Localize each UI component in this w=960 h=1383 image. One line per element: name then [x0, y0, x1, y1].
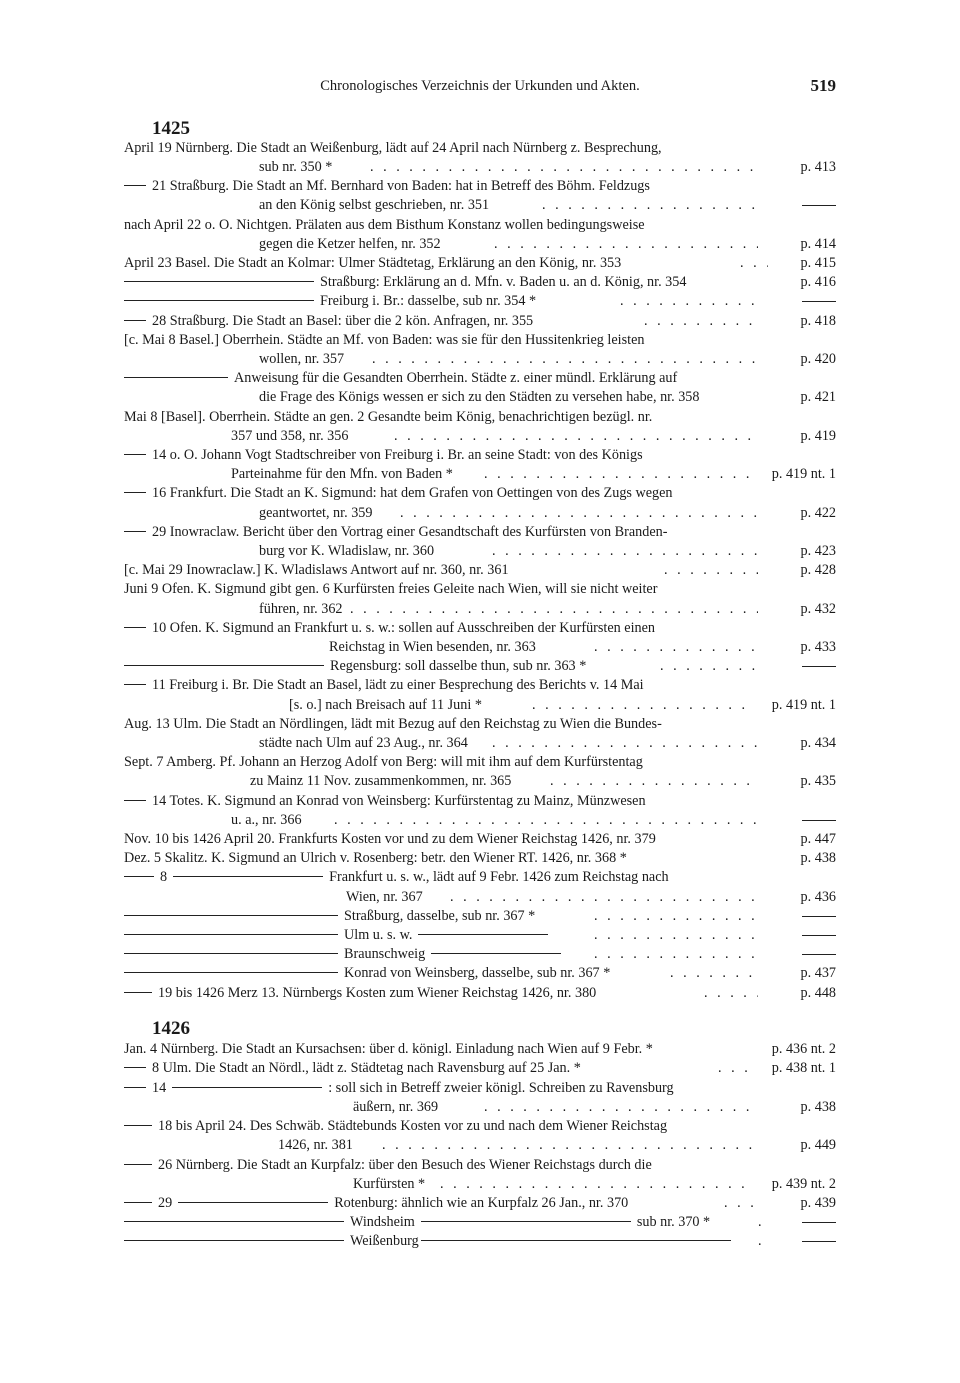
list-item: sub nr. 350 * . . . p. 413 [124, 158, 836, 177]
list-item: zu Mainz 11 Nov. zusammenkommen, nr. 365 . . . p. 435 [124, 772, 836, 791]
list-item: 1426, nr. 381 . . . p. 449 [124, 1136, 836, 1155]
list-item: Mai 8 [Basel]. Oberrhein. Städte an gen. 2 Gesandte beim König, benachrichtigen bezügl. nr. [124, 409, 653, 425]
list-item: [c. Mai 8 Basel.] Oberrhein. Städte an Mf. von Baden: was sie für den Hussitenkrieg leisten [124, 332, 645, 348]
list-item: Kurfürsten * . . . p. 439 nt. 2 [124, 1175, 836, 1194]
list-item: 29 Rotenburg: ähnlich wie an Kurpfalz 26 Jan., nr. 370 . . . p. 439 [124, 1194, 836, 1213]
year-heading: 1426 [152, 1018, 190, 1039]
list-item: Ulm u. s. w. . . . [124, 926, 836, 945]
list-item: Jan. 4 Nürnberg. Die Stadt an Kursachsen: über d. königl. Einladung nach Wien auf 9 Febr. * p. 436 nt. 2 [124, 1041, 836, 1057]
list-item: Straßburg, dasselbe, sub nr. 367 * . . . [124, 907, 836, 926]
list-item: Konrad von Weinsberg, dasselbe, sub nr. 367 * . . . p. 437 [124, 964, 836, 983]
list-item: 18 bis April 24. Des Schwäb. Städtebunds Kosten vor zu und nach dem Wiener Reichstag [124, 1117, 836, 1136]
list-item: burg vor K. Wladislaw, nr. 360 . . . p. 423 [124, 542, 836, 561]
list-item: nach April 22 o. O. Nichtgen. Prälaten aus dem Bisthum Konstanz wollen bedingungsweise [124, 217, 645, 233]
list-item: Freiburg i. Br.: dasselbe, sub nr. 354 * . . . [124, 292, 836, 311]
list-item: die Frage des Königs wessen er sich zu den Städten zu versehen habe, nr. 358 p. 421 [259, 389, 836, 405]
list-item: 26 Nürnberg. Die Stadt an Kurpfalz: über den Besuch des Wiener Reichstags durch die [124, 1156, 836, 1175]
list-item: Sept. 7 Amberg. Pf. Johann an Herzog Adolf von Berg: will mit ihm auf dem Kurfürstentag [124, 754, 643, 770]
list-item: 14 o. O. Johann Vogt Stadtschreiber von Freiburg i. Br. an seine Stadt: von des Königs [124, 446, 836, 465]
list-item: 8 Ulm. Die Stadt an Nördl., lädt z. Städtetag nach Ravensburg auf 25 Jan. * . . . p. 438 nt. 1 [124, 1059, 836, 1078]
page-header [124, 78, 836, 100]
list-item: 28 Straßburg. Die Stadt an Basel: über die 2 kön. Anfragen, nr. 355 . . . p. 418 [124, 312, 836, 331]
list-item: 14 Totes. K. Sigmund an Konrad von Weinsberg: Kurfürstentag zu Mainz, Münzwesen [124, 792, 836, 811]
list-item: führen, nr. 362 . . . p. 432 [124, 600, 836, 619]
page-number: 519 [810, 76, 836, 95]
list-item: Juni 9 Ofen. K. Sigmund gibt gen. 6 Kurfürsten freies Geleite nach Wien, will sie nicht weiter [124, 581, 658, 597]
list-item: [c. Mai 29 Inowraclaw.] K. Wladislaws Antwort auf nr. 360, nr. 361 . . . p. 428 [124, 561, 836, 580]
list-item: 8 Frankfurt u. s. w., lädt auf 9 Febr. 1426 zum Reichstag nach [124, 868, 836, 887]
list-item: 11 Freiburg i. Br. Die Stadt an Basel, lädt zu einer Besprechung des Berichts v. 14 Mai [124, 676, 836, 695]
list-item: Anweisung für die Gesandten Oberrhein. Städte z. einer mündl. Erklärung auf [124, 369, 836, 388]
list-item: 19 bis 1426 Merz 13. Nürnbergs Kosten zum Wiener Reichstag 1426, nr. 380 . . . p. 448 [124, 984, 836, 1003]
list-item: April 23 Basel. Die Stadt an Kolmar: Ulmer Städtetag, Erklärung an den König, nr. 353 . . . p. 415 [124, 254, 836, 273]
list-item: Nov. 10 bis 1426 April 20. Frankfurts Kosten vor und zu dem Wiener Reichstag 1426, nr. 379 p. 447 [124, 831, 836, 847]
list-item: 21 Straßburg. Die Stadt an Mf. Bernhard von Baden: hat in Betreff des Böhm. Feldzugs [124, 177, 836, 196]
year-heading: 1425 [152, 118, 190, 139]
list-item: Weißenburg . . . [124, 1232, 836, 1251]
list-item: geantwortet, nr. 359 . . . p. 422 [124, 504, 836, 523]
list-item: 16 Frankfurt. Die Stadt an K. Sigmund: hat dem Grafen von Oettingen von des Zugs wegen [124, 484, 836, 503]
list-item: April 19 Nürnberg. Die Stadt an Weißenburg, lädt auf 24 April nach Nürnberg z. Besprechung, [124, 140, 662, 156]
list-item: Parteinahme für den Mfn. von Baden * . . . p. 419 nt. 1 [124, 465, 836, 484]
list-item: Braunschweig . . . [124, 945, 836, 964]
list-item: Reichstag in Wien besenden, nr. 363 . . . p. 433 [124, 638, 836, 657]
list-item: [s. o.] nach Breisach auf 11 Juni * . . . p. 419 nt. 1 [124, 696, 836, 715]
list-item: äußern, nr. 369 . . . p. 438 [124, 1098, 836, 1117]
running-title: Chronologisches Verzeichnis der Urkunden und Akten. [320, 78, 640, 94]
list-item: 29 Inowraclaw. Bericht über den Vortrag einer Gesandtschaft des Kurfürsten von Branden- [124, 523, 836, 542]
list-item: 10 Ofen. K. Sigmund an Frankfurt u. s. w.: sollen auf Ausschreiben der Kurfürsten einen [124, 619, 836, 638]
list-item: Windsheim sub nr. 370 * . . . [124, 1213, 836, 1232]
list-item: gegen die Ketzer helfen, nr. 352 . . . p. 414 [124, 235, 836, 254]
list-item: Dez. 5 Skalitz. K. Sigmund an Ulrich v. Rosenberg: betr. den Wiener RT. 1426, nr. 368 * p. 438 [124, 850, 836, 866]
list-item: wollen, nr. 357 . . . p. 420 [124, 350, 836, 369]
list-item: Aug. 13 Ulm. Die Stadt an Nördlingen, lädt mit Bezug auf den Reichstag zu Wien die Bundes- [124, 716, 662, 732]
list-item: 357 und 358, nr. 356 . . . p. 419 [124, 427, 836, 446]
list-item: Regensburg: soll dasselbe thun, sub nr. 363 * . . . [124, 657, 836, 676]
list-item: Wien, nr. 367 . . . p. 436 [124, 888, 836, 907]
list-item: 14 : soll sich in Betreff zweier königl. Schreiben zu Ravensburg [124, 1079, 836, 1098]
list-item: an den König selbst geschrieben, nr. 351 . . . [124, 196, 836, 215]
list-item: u. a., nr. 366 . . . [124, 811, 836, 830]
list-item: Straßburg: Erklärung an d. Mfn. v. Baden u. an d. König, nr. 354 p. 416 [124, 273, 836, 292]
list-item: städte nach Ulm auf 23 Aug., nr. 364 . . . p. 434 [124, 734, 836, 753]
